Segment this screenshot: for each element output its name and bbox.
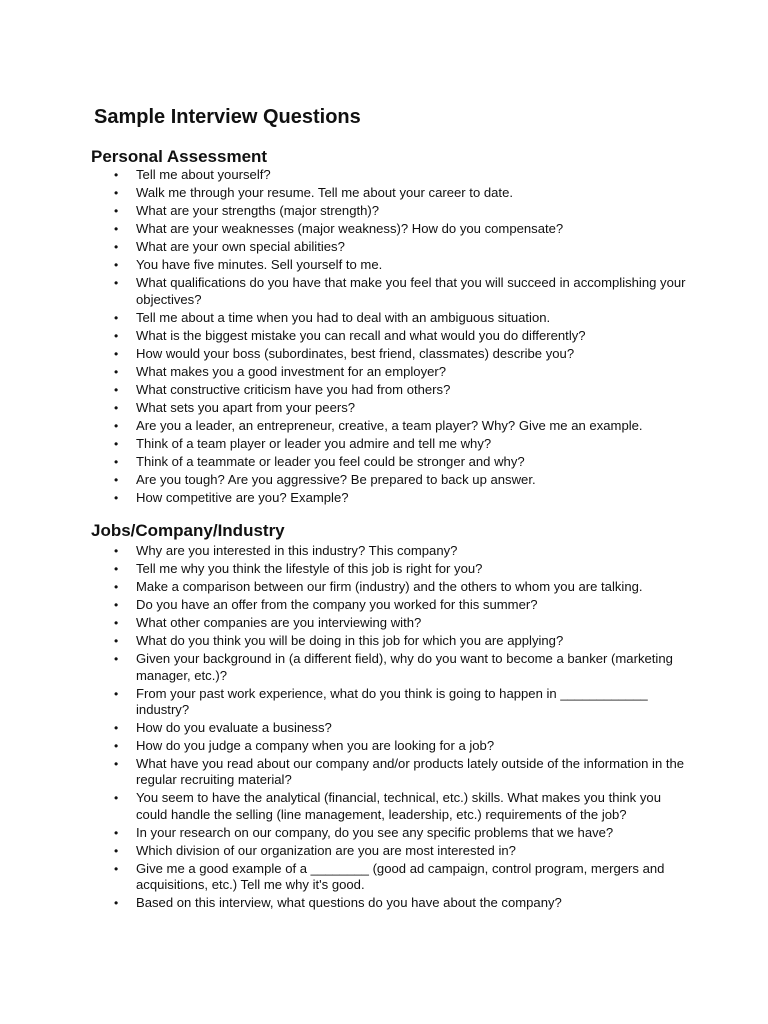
list-item (110, 328, 690, 344)
list-item (110, 221, 690, 237)
question-text: Are you a leader, an entrepreneur, creative, a team player? Why? Give me an example. (136, 417, 643, 433)
bullet-icon: • (114, 861, 119, 876)
list-item (110, 382, 690, 398)
list-item (110, 579, 690, 595)
question-text: Make a comparison between our firm (industry) and the others to whom you are talking. (136, 579, 643, 595)
question-text: What do you think you will be doing in this job for which you are applying? (136, 633, 564, 649)
list-item (110, 239, 690, 255)
question-text: Do you have an offer from the company you worked for this summer? (136, 597, 538, 613)
bullet-icon: • (114, 825, 119, 840)
list-item (110, 400, 690, 416)
list-item (110, 861, 690, 894)
question-text: What have you read about our company and/or products lately outside of the information in the regular recruiting material? (136, 756, 685, 788)
question-text: In your research on our company, do you see any specific problems that we have? (136, 824, 614, 840)
question-text: What sets you apart from your peers? (136, 399, 356, 415)
bullet-icon: • (114, 240, 119, 255)
bullet-icon: • (114, 791, 119, 806)
question-text: What are your own special abilities? (136, 239, 345, 255)
list-item (110, 543, 690, 559)
bullet-icon: • (114, 382, 119, 397)
list-item (110, 418, 690, 434)
bullet-icon: • (114, 491, 119, 506)
bullet-icon: • (114, 843, 119, 858)
list-item (110, 561, 690, 577)
section-heading-personal-assessment: Personal Assessment (91, 147, 268, 166)
list-item (110, 825, 690, 841)
list-item (110, 738, 690, 754)
bullet-icon: • (114, 739, 119, 754)
question-text: Walk me through your resume. Tell me about your career to date. (136, 185, 513, 201)
list-item (110, 346, 690, 362)
list-item (110, 490, 690, 506)
bullet-icon: • (114, 580, 119, 595)
list-item (110, 257, 690, 273)
question-text: What are your strengths (major strength)? (136, 203, 380, 219)
list-item (110, 720, 690, 736)
question-text: You seem to have the analytical (financial, technical, etc.) skills. What makes you think you could handle the selling (line management, leadership, etc.) requirements of the job? (136, 790, 661, 822)
question-text: What are your weaknesses (major weakness)? How do you compensate? (136, 221, 564, 237)
list-item (110, 790, 690, 823)
question-text: Given your background in (a different field), why do you want to become a banker (marketing manager, etc.)? (136, 651, 673, 683)
question-text: How would your boss (subordinates, best friend, classmates) describe you? (136, 345, 575, 361)
bullet-icon: • (114, 328, 119, 343)
bullet-icon: • (114, 168, 119, 182)
question-text: How do you judge a company when you are looking for a job? (136, 738, 495, 754)
bullet-icon: • (114, 364, 119, 379)
question-text: What other companies are you interviewing with? (136, 615, 422, 631)
question-text: Based on this interview, what questions do you have about the company? (136, 895, 562, 911)
question-text: Tell me why you think the lifestyle of this job is right for you? (136, 561, 483, 577)
bullet-icon: • (114, 436, 119, 451)
question-text: How competitive are you? Example? (136, 490, 349, 506)
question-text: Tell me about a time when you had to deal with an ambiguous situation. (136, 309, 551, 325)
list-item (110, 436, 690, 452)
question-text: What makes you a good investment for an employer? (136, 363, 447, 379)
list-item (110, 454, 690, 470)
list-item (110, 310, 690, 326)
bullet-icon: • (114, 473, 119, 488)
bullet-icon: • (114, 418, 119, 433)
bullet-icon: • (114, 455, 119, 469)
list-item (110, 756, 690, 789)
list-item (110, 895, 690, 911)
bullet-icon: • (114, 258, 119, 273)
bullet-icon: • (114, 204, 119, 219)
section-heading-jobs-company-industry: Jobs/Company/Industry (91, 521, 285, 540)
list-item (110, 185, 690, 201)
bullet-icon: • (114, 562, 119, 577)
question-text: From your past work experience, what do you think is going to happen in ____________ industry? (136, 685, 648, 717)
bullet-icon: • (114, 652, 119, 667)
question-text: Tell me about yourself? (136, 167, 271, 182)
question-list-jobs-company-industry (110, 543, 690, 913)
question-text: What qualifications do you have that make you feel that you will succeed in accomplishing your objectives? (136, 275, 686, 307)
bullet-icon: • (114, 276, 119, 291)
list-item (110, 615, 690, 631)
question-text: Are you tough? Are you aggressive? Be prepared to back up answer. (136, 472, 536, 488)
bullet-icon: • (114, 720, 119, 735)
question-text: You have five minutes. Sell yourself to me. (136, 257, 383, 273)
bullet-icon: • (114, 222, 119, 237)
bullet-icon: • (114, 598, 119, 613)
list-item (110, 472, 690, 488)
question-text: How do you evaluate a business? (136, 719, 332, 735)
bullet-icon: • (114, 757, 119, 772)
list-item (110, 275, 690, 308)
bullet-icon: • (114, 896, 119, 911)
list-item (110, 203, 690, 219)
list-item (110, 651, 690, 684)
question-text: Why are you interested in this industry? This company? (136, 543, 458, 558)
bullet-icon: • (114, 544, 119, 558)
page-title: Sample Interview Questions (94, 106, 361, 128)
list-item (110, 364, 690, 380)
question-text: Which division of our organization are you are most interested in? (136, 842, 516, 858)
question-list-personal-assessment (110, 167, 690, 508)
bullet-icon: • (114, 400, 119, 415)
question-text: Think of a team player or leader you admire and tell me why? (136, 435, 492, 451)
bullet-icon: • (114, 310, 119, 325)
question-text: Give me a good example of a ________ (good ad campaign, control program, mergers and acquisitions, etc.) Tell me why it's good. (136, 860, 665, 893)
list-item (110, 633, 690, 649)
list-item (110, 686, 690, 719)
list-item (110, 843, 690, 859)
bullet-icon: • (114, 616, 119, 631)
list-item (110, 167, 690, 183)
bullet-icon: • (114, 186, 119, 201)
question-text: Think of a teammate or leader you feel could be stronger and why? (136, 454, 525, 469)
question-text: What constructive criticism have you had from others? (136, 381, 451, 397)
question-text: What is the biggest mistake you can recall and what would you do differently? (136, 327, 586, 343)
list-item (110, 597, 690, 613)
bullet-icon: • (114, 686, 119, 701)
bullet-icon: • (114, 634, 119, 649)
bullet-icon: • (114, 346, 119, 361)
